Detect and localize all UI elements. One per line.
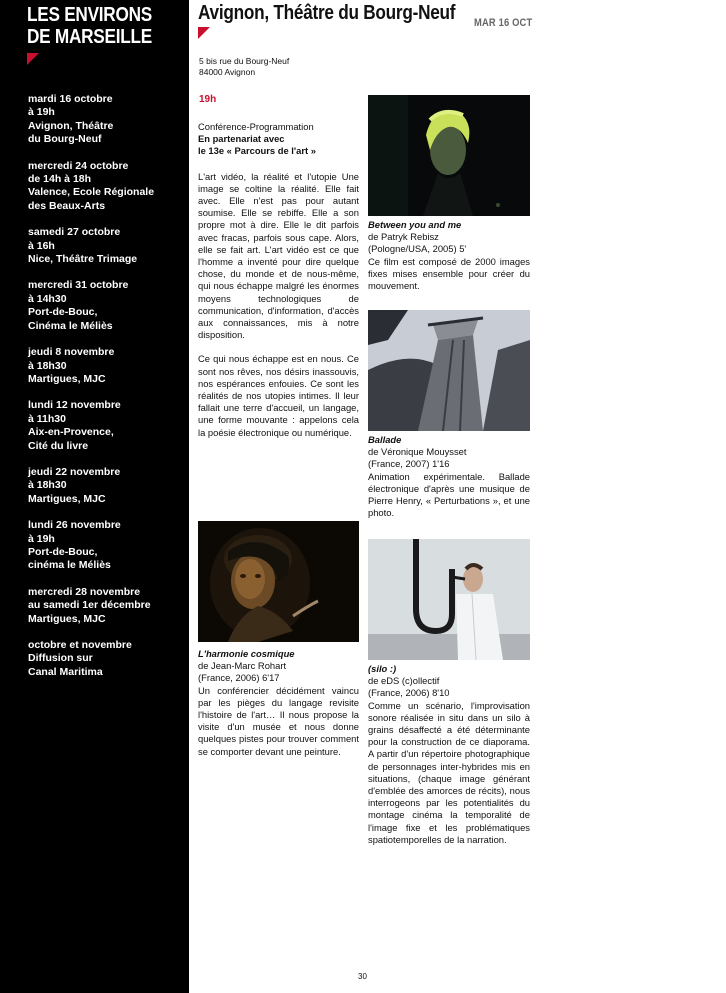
event-item: lundi 12 novembre à 11h30 Aix-en-Provence, Cité du livre: [28, 399, 121, 452]
sidebar-title-line1: LES ENVIRONS: [27, 4, 152, 26]
film-still-ballade: [368, 310, 530, 431]
event-item: lundi 26 novembre à 19h Port-de-Bouc, cinéma le Méliès: [28, 519, 121, 572]
film-origin: (France, 2006) 6'17: [198, 672, 280, 684]
column-photo-image: [368, 310, 530, 431]
event-item: samedi 27 octobre à 16h Nice, Théâtre Trimage: [28, 226, 138, 266]
event-item: mardi 16 octobre à 19h Avignon, Théâtre du Bourg-Neuf: [28, 93, 114, 146]
film-description: Ce film est composé de 2000 images fixes mises ensemble pour créer du mouvement.: [368, 255, 530, 292]
film-author: de Jean-Marc Rohart: [198, 660, 287, 672]
partner-line1: En partenariat avec: [198, 133, 285, 145]
film-entry-harmonie: [198, 645, 359, 758]
film-author: de Patryk Rebisz: [368, 231, 439, 243]
event-date: MAR 16 OCT: [474, 17, 533, 29]
event-item: mercredi 24 octobre de 14h à 18h Valence, Ecole Régionale des Beaux-Arts: [28, 159, 155, 212]
film-title: (silo :): [368, 663, 397, 674]
partner-line2: le 13e « Parcours de l'art »: [198, 145, 316, 157]
event-item: mercredi 31 octobre à 14h30 Port-de-Bouc, Cinéma le Méliès: [28, 279, 129, 332]
silo-photo-image: [368, 539, 530, 660]
film-description: Un conférencier décidément vaincu par les pièges du langage revisite l'histoire de l'art… Il nous propose la visite d'un musée et nous donne quelques pistes pour trouver comment se comporter devant une peinture.: [198, 684, 359, 757]
film-entry-ballade: [368, 310, 530, 519]
painting-image: [198, 521, 359, 642]
sidebar-title: [27, 4, 173, 48]
film-entry-silo: [368, 539, 530, 846]
event-time: 19h: [199, 94, 217, 105]
red-corner-triangle: [27, 53, 39, 65]
event-item: jeudi 8 novembre à 18h30 Martigues, MJC: [28, 346, 115, 385]
event-list: [28, 93, 183, 692]
film-still-between: [368, 95, 530, 216]
event-item: jeudi 22 novembre à 18h30 Martigues, MJC: [28, 465, 121, 505]
venue-address: 5 bis rue du Bourg-Neuf 84000 Avignon: [199, 56, 290, 77]
event-item: mercredi 28 novembre au samedi 1er décembre Martigues, MJC: [28, 585, 151, 625]
conference-type: Conférence-Programmation: [198, 121, 314, 132]
sidebar-title-line2: DE MARSEILLE: [27, 26, 152, 48]
film-title: Ballade: [368, 434, 402, 445]
page-number: 30: [358, 972, 367, 981]
film-still-silo: [368, 539, 530, 660]
film-title: Between you and me: [368, 219, 462, 230]
intro-paragraph: L'art vidéo, la réalité et l'utopie Une image se coltine la réalité. Elle fait avec. Elle n'est pas pour autant soumise. Elle se rebiffe. Elle a son propre mot à dire. Elle le dit parfois avec fracas, parfois sous cape. Alors, elle se fait art. L'art vidéo est ce que l'homme a inventé pour dire quelque chose, du monde et de nous-même, qui nous échappe malgré les énormes moyens technologiques de communication, d'information, d'accès aux connaissances, mis à notre disposition.: [198, 170, 359, 341]
red-corner-triangle: [198, 27, 210, 39]
portrait-image: [368, 95, 530, 216]
film-description: Animation expérimentale. Ballade électronique d'après une musique de Pierre Henry, « Perturbations », et une photo.: [368, 470, 530, 519]
film-author: de eDS (c)ollectif: [368, 675, 440, 687]
film-still-harmonie: [198, 521, 359, 642]
intro-paragraph: Ce qui nous échappe est en nous. Ce sont nos rêves, nos désirs inassouvis, nos espérances enfouies. Ce sont les réalités de nos utopies intimes. Il leur fallait une terre d'accueil, un langage, une forme mouvante : appelons cela la poésie électronique ou numérique.: [198, 353, 359, 438]
sidebar: [0, 0, 189, 993]
page-title: Avignon, Théâtre du Bourg-Neuf: [198, 2, 456, 24]
film-description: Comme un scénario, l'improvisation sonore réalisée in situ dans un silo à grains désaffecté a été déterminante pour la construction de ce diaporama. A partir d'un répertoire photographique de personnages inter-hybrides mis en situations, (chaque image générant d'emblée des amorces de récits), nous interrogeons par les potentialités du montage cinéma la temporalité de l'image fixe et les problématiques spatiotemporelles de la narration.: [368, 699, 530, 845]
film-title: L'harmonie cosmique: [198, 648, 295, 659]
event-item: octobre et novembre Diffusion sur Canal Maritima: [28, 639, 132, 678]
conference-info: [198, 121, 359, 158]
film-author: de Véronique Mouysset: [368, 446, 467, 458]
film-origin: (France, 2007) 1'16: [368, 458, 450, 470]
intro-column: [198, 121, 359, 451]
film-entry-between: [368, 95, 530, 292]
film-origin: (France, 2006) 8'10: [368, 687, 450, 699]
film-origin: (Pologne/USA, 2005) 5': [368, 243, 467, 255]
